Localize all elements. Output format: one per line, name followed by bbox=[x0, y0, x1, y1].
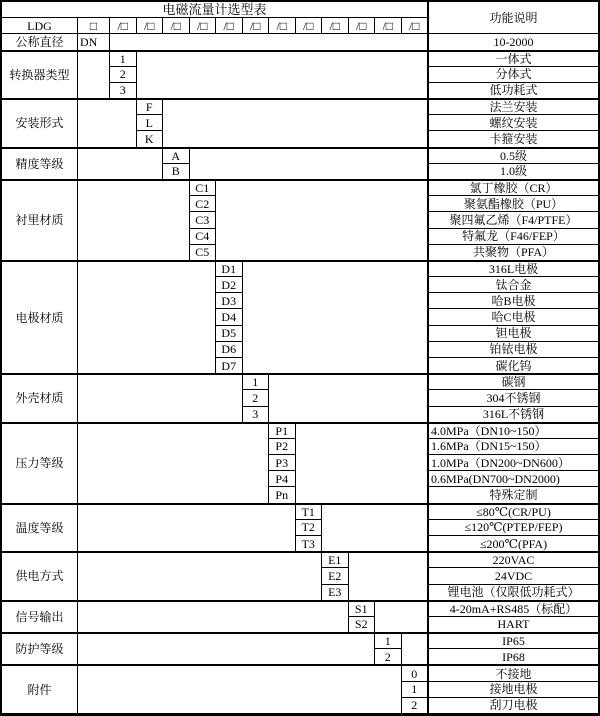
code-cell: 2 bbox=[375, 649, 402, 665]
diameter-label: 公称直径 bbox=[2, 34, 78, 50]
code-cell: F bbox=[137, 99, 164, 115]
section-spacer-right bbox=[216, 180, 428, 261]
code-cell: E3 bbox=[322, 585, 349, 601]
model-slot: /□ bbox=[375, 18, 402, 34]
code-cell: D3 bbox=[216, 293, 243, 309]
desc-cell: 304不锈钢 bbox=[428, 390, 598, 406]
code-cell: E2 bbox=[322, 568, 349, 584]
desc-cell: 4.0MPa（DN10~150） bbox=[428, 423, 598, 439]
desc-cell: 316L电极 bbox=[428, 261, 598, 277]
desc-cell: 1.6MPa（DN15~150） bbox=[428, 439, 598, 455]
desc-cell: 刮刀电极 bbox=[428, 698, 598, 714]
code-cell: 1 bbox=[375, 633, 402, 649]
section-spacer-right bbox=[322, 504, 428, 553]
model-slot: /□ bbox=[322, 18, 349, 34]
desc-cell: 法兰安装 bbox=[428, 99, 598, 115]
model-prefix: LDG bbox=[2, 18, 78, 34]
code-cell: B bbox=[163, 164, 190, 180]
section-spacer-right bbox=[296, 423, 429, 504]
desc-cell: 聚四氟乙烯（F4/PTFE） bbox=[428, 212, 598, 228]
code-cell: P1 bbox=[269, 423, 296, 439]
section-spacer-left bbox=[78, 180, 190, 261]
code-cell: L bbox=[137, 115, 164, 131]
model-code-box: □ bbox=[78, 18, 110, 34]
section-label: 附件 bbox=[2, 665, 78, 714]
section-label: 供电方式 bbox=[2, 552, 78, 601]
desc-cell: 特氟龙（F46/FEP） bbox=[428, 229, 598, 245]
code-cell: 0 bbox=[402, 665, 429, 681]
code-cell: P4 bbox=[269, 471, 296, 487]
section-spacer-left bbox=[78, 423, 269, 504]
model-slot: /□ bbox=[402, 18, 429, 34]
code-cell: C3 bbox=[190, 212, 217, 228]
code-cell: C1 bbox=[190, 180, 217, 196]
code-cell: D4 bbox=[216, 309, 243, 325]
model-slot: /□ bbox=[190, 18, 217, 34]
section-label: 衬里材质 bbox=[2, 180, 78, 261]
table-title: 电磁流量计选型表 bbox=[2, 2, 428, 18]
desc-cell: IP65 bbox=[428, 633, 598, 649]
code-cell: E1 bbox=[322, 552, 349, 568]
section-label: 安装形式 bbox=[2, 99, 78, 148]
desc-cell: 低功耗式 bbox=[428, 83, 598, 99]
model-slot: /□ bbox=[349, 18, 376, 34]
desc-cell: 共聚物（PFA） bbox=[428, 245, 598, 261]
code-cell: 3 bbox=[110, 83, 137, 99]
code-cell: D1 bbox=[216, 261, 243, 277]
desc-cell: 一体式 bbox=[428, 51, 598, 67]
desc-cell: 哈B电极 bbox=[428, 293, 598, 309]
desc-cell: 哈C电极 bbox=[428, 309, 598, 325]
desc-cell: 1.0级 bbox=[428, 164, 598, 180]
section-label: 信号输出 bbox=[2, 601, 78, 633]
section-spacer-left bbox=[78, 148, 163, 180]
desc-cell: 钛合金 bbox=[428, 277, 598, 293]
code-cell: 1 bbox=[402, 682, 429, 698]
section-spacer-left bbox=[78, 601, 349, 633]
desc-cell: 316L不锈钢 bbox=[428, 407, 598, 423]
code-cell: 2 bbox=[402, 698, 429, 714]
section-label: 转换器类型 bbox=[2, 51, 78, 100]
code-cell: 2 bbox=[243, 390, 270, 406]
model-slot: /□ bbox=[243, 18, 270, 34]
code-cell: D5 bbox=[216, 326, 243, 342]
section-label: 温度等级 bbox=[2, 504, 78, 553]
section-spacer-right bbox=[349, 552, 429, 601]
diameter-desc: 10-2000 bbox=[428, 34, 598, 50]
code-cell: K bbox=[137, 131, 164, 147]
model-slot: /□ bbox=[269, 18, 296, 34]
desc-cell: ≤120℃(PTEP/FEP) bbox=[428, 520, 598, 536]
desc-cell: 锂电池（仅限低功耗式） bbox=[428, 585, 598, 601]
section-label: 电极材质 bbox=[2, 261, 78, 374]
desc-cell: 特殊定制 bbox=[428, 487, 598, 503]
desc-cell: 0.6MPa(DN700~DN2000) bbox=[428, 471, 598, 487]
code-cell: D2 bbox=[216, 277, 243, 293]
desc-cell: 碳钢 bbox=[428, 374, 598, 390]
section-spacer-right bbox=[402, 633, 429, 665]
code-cell: P3 bbox=[269, 455, 296, 471]
code-cell: T3 bbox=[296, 536, 323, 552]
desc-cell: HART bbox=[428, 617, 598, 633]
desc-cell: 分体式 bbox=[428, 67, 598, 83]
desc-cell: 螺纹安装 bbox=[428, 115, 598, 131]
desc-cell: ≤200℃(PFA) bbox=[428, 536, 598, 552]
section-spacer-left bbox=[78, 633, 375, 665]
section-label: 精度等级 bbox=[2, 148, 78, 180]
desc-cell: 氯丁橡胶（CR） bbox=[428, 180, 598, 196]
code-cell: T1 bbox=[296, 504, 323, 520]
desc-cell: 4-20mA+RS485（标配） bbox=[428, 601, 598, 617]
code-cell: A bbox=[163, 148, 190, 164]
desc-cell: ≤80℃(CR/PU) bbox=[428, 504, 598, 520]
section-label: 外壳材质 bbox=[2, 374, 78, 423]
model-slot: /□ bbox=[137, 18, 164, 34]
diameter-code: DN bbox=[78, 34, 110, 50]
desc-cell: 聚氨酯橡胶（PU） bbox=[428, 196, 598, 212]
section-spacer-right bbox=[163, 99, 428, 148]
code-cell: 2 bbox=[110, 67, 137, 83]
section-spacer-left bbox=[78, 99, 137, 148]
code-cell: C2 bbox=[190, 196, 217, 212]
section-spacer-left bbox=[78, 51, 110, 100]
desc-cell: 接地电极 bbox=[428, 682, 598, 698]
section-label: 压力等级 bbox=[2, 423, 78, 504]
code-cell: 1 bbox=[110, 51, 137, 67]
code-cell: C5 bbox=[190, 245, 217, 261]
code-cell: Pn bbox=[269, 487, 296, 503]
code-cell: S2 bbox=[349, 617, 376, 633]
section-spacer-right bbox=[190, 148, 429, 180]
code-cell: S1 bbox=[349, 601, 376, 617]
code-cell: P2 bbox=[269, 439, 296, 455]
section-spacer-right bbox=[375, 601, 428, 633]
desc-cell: 铂铱电极 bbox=[428, 342, 598, 358]
model-slot: /□ bbox=[296, 18, 323, 34]
section-label: 防护等级 bbox=[2, 633, 78, 665]
section-spacer-right bbox=[137, 51, 429, 100]
section-spacer-left bbox=[78, 552, 322, 601]
desc-cell: IP68 bbox=[428, 649, 598, 665]
code-cell: D7 bbox=[216, 358, 243, 374]
desc-cell: 碳化钨 bbox=[428, 358, 598, 374]
code-cell: T2 bbox=[296, 520, 323, 536]
code-cell: 1 bbox=[243, 374, 270, 390]
desc-cell: 卡箍安装 bbox=[428, 131, 598, 147]
section-spacer-left bbox=[78, 261, 216, 374]
section-spacer-left bbox=[78, 665, 402, 714]
section-spacer-right bbox=[243, 261, 429, 374]
section-spacer-left bbox=[78, 374, 243, 423]
desc-cell: 24VDC bbox=[428, 568, 598, 584]
code-cell: 3 bbox=[243, 407, 270, 423]
model-slot: /□ bbox=[110, 18, 137, 34]
desc-cell: 不接地 bbox=[428, 665, 598, 681]
desc-cell: 220VAC bbox=[428, 552, 598, 568]
desc-cell: 1.0MPa（DN200~DN600） bbox=[428, 455, 598, 471]
code-cell: C4 bbox=[190, 229, 217, 245]
section-spacer-left bbox=[78, 504, 296, 553]
code-cell: D6 bbox=[216, 342, 243, 358]
function-column-header: 功能说明 bbox=[428, 2, 598, 34]
desc-cell: 0.5级 bbox=[428, 148, 598, 164]
model-slot: /□ bbox=[216, 18, 243, 34]
model-slot: /□ bbox=[163, 18, 190, 34]
diameter-spacer bbox=[110, 34, 428, 50]
section-spacer-right bbox=[269, 374, 428, 423]
desc-cell: 钽电极 bbox=[428, 326, 598, 342]
